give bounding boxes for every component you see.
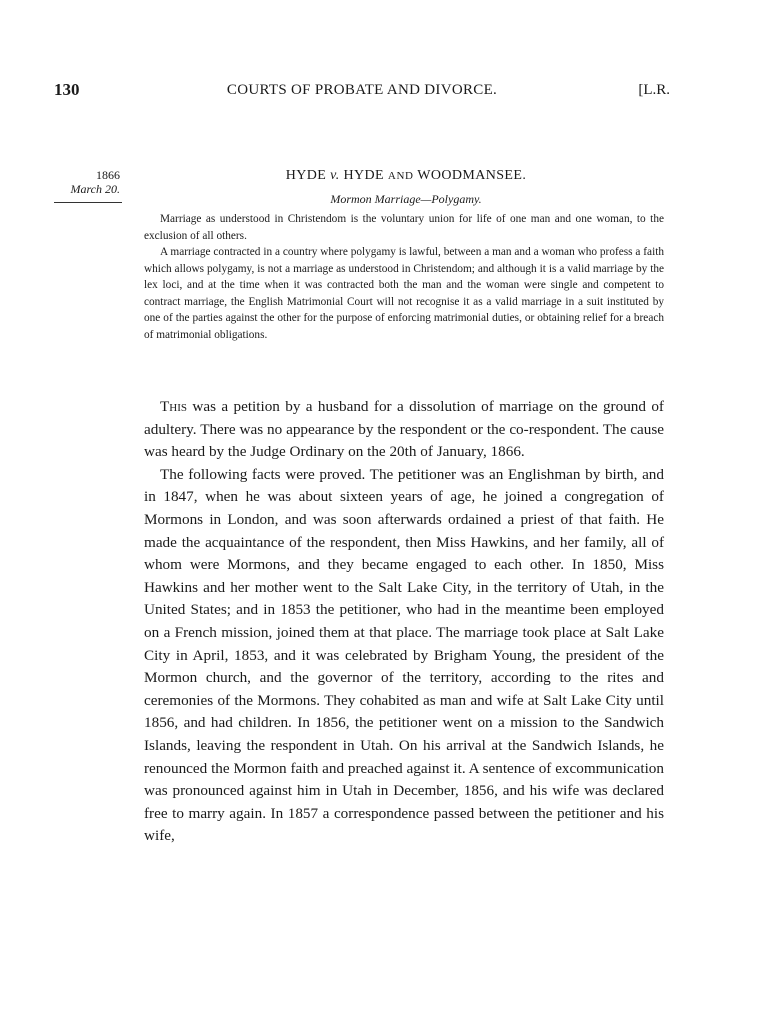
headnotes (144, 211, 664, 343)
versus-mark: v. (330, 168, 340, 183)
party-two: HYDE (343, 168, 385, 183)
case-subject: Mormon Marriage—Polygamy. (330, 192, 482, 206)
case-title (146, 168, 666, 184)
margin-rule (54, 202, 122, 203)
body-paragraph: The following facts were proved. The petitioner was an Englishman by birth, and in 1847, when he was about sixteen years of age, he joined a congregation of Mormons in London, and was soon afterwards ordained a priest of that faith. He made the acquaintance of the respondent, then Miss Hawkins, and her family, all of whom were Mormons, and they became engaged to each other. In 1850, Miss Hawkins and her mother went to the Salt Lake City, in the territory of Utah, in the United States; and in 1853 the petitioner, who had in the meantime been employed on a French mission, joined them at that place. The marriage took place at Salt Lake City in April, 1853, and it was celebrated by Brigham Young, the president of the Mormon church, and the governor of the territory, according to the rites and ceremonies of the Mormons. They cohabited as man and wife at Salt Lake City until 1856, and had children. In 1856, the petitioner went on a mission to the Sandwich Islands, leaving the respondent in Utah. On his arrival at the Sandwich Islands, he renounced the Mormon faith and preached against it. A sentence of excommunication was pronounced against him in Utah in December, 1856, and his wife was declared free to marry again. In 1857 a correspondence passed between the petitioner and his wife, (144, 465, 664, 845)
and-word: AND (387, 170, 414, 182)
headnote-paragraph: Marriage as understood in Christendom is the voluntary union for life of one man and one woman, to the exclusion of all others. (144, 213, 664, 242)
party-one: HYDE (285, 168, 327, 183)
margin-year: 1866 (96, 168, 120, 182)
report-body (144, 396, 664, 848)
margin-date (54, 168, 120, 196)
margin-month-day: March 20. (70, 182, 120, 196)
running-title: COURTS OF PROBATE AND DIVORCE. (226, 82, 498, 98)
paragraph-lead-word: This (160, 398, 188, 415)
page-header (54, 80, 670, 102)
headnote-paragraph: A marriage contracted in a country where polygamy is lawful, between a man and a woman who profess a faith which allows polygamy, is not a marriage as understood in Christendom; and although it is a valid marriage by the lex loci, and at the time when it was contracted both the man and the woman were single and competent to contract marriage, the English Matrimonial Court will not recognise it as a valid marriage in a suit instituted by one of the parties against the other for the purpose of enforcing matrimonial duties, or obtaining relief for a breach of matrimonial obligations. (144, 246, 664, 341)
body-paragraph (144, 396, 664, 464)
report-abbreviation: [L.R. (638, 82, 670, 98)
page-number: 130 (54, 80, 80, 99)
paragraph-text: was a petition by a husband for a dissolution of marriage on the ground of adultery. There was no appearance by the respondent or the co-respondent. The cause was heard by the Judge Ordinary on the 20th of January, 1866. (144, 398, 664, 461)
party-three: WOODMANSEE. (417, 168, 527, 183)
